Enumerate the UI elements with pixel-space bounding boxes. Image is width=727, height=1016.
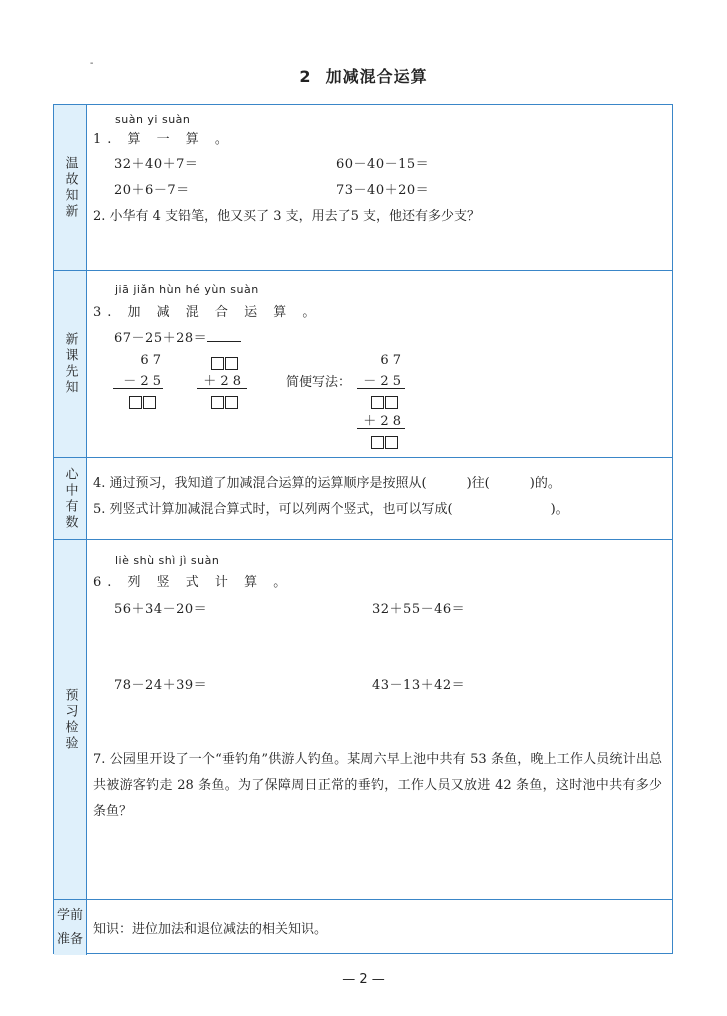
prep-text: 知识：进位加法和退位减法的相关知识。 bbox=[93, 922, 328, 937]
vertical-operand: － 2 5 bbox=[363, 374, 401, 389]
page-title bbox=[0, 64, 727, 87]
simple-label: 简便写法： bbox=[286, 375, 352, 390]
answer-box[interactable] bbox=[129, 396, 142, 409]
review-content bbox=[87, 105, 672, 270]
row-label-mind bbox=[54, 458, 87, 539]
row-label-check bbox=[54, 540, 87, 899]
equation: 43－13＋42＝ bbox=[372, 678, 466, 693]
answer-box[interactable] bbox=[371, 436, 384, 449]
label-text: 新课先知 bbox=[62, 332, 78, 396]
question-2: 2. 小华有 4 支铅笔，他又买了 3 支，用去了5 支，他还有多少支？ bbox=[93, 209, 481, 224]
vertical-line bbox=[197, 388, 247, 389]
equation: 20＋6－7＝ bbox=[114, 183, 190, 198]
vertical-line bbox=[113, 388, 163, 389]
vertical-top: 6 7 bbox=[140, 353, 161, 368]
answer-box[interactable] bbox=[385, 436, 398, 449]
answer-box[interactable] bbox=[143, 396, 156, 409]
corner-mark: - bbox=[90, 58, 94, 69]
row-prep bbox=[54, 900, 672, 955]
question-5-part: )。 bbox=[550, 502, 569, 517]
vertical-line bbox=[357, 388, 405, 389]
row-label-prep bbox=[54, 900, 87, 955]
answer-box[interactable] bbox=[211, 357, 224, 370]
label-text: 学前准备 bbox=[57, 907, 84, 947]
row-mind bbox=[54, 458, 672, 540]
page-number: — 2 — bbox=[342, 972, 385, 987]
vertical-top: 6 7 bbox=[380, 353, 401, 368]
label-text: 心中有数 bbox=[62, 466, 78, 531]
equation: 32＋40＋7＝ bbox=[114, 157, 199, 172]
answer-boxes bbox=[371, 432, 399, 451]
worksheet-table bbox=[53, 104, 673, 954]
label-text: 预习检验 bbox=[62, 687, 78, 752]
mind-content bbox=[87, 458, 672, 539]
equation: 60－40－15＝ bbox=[336, 157, 430, 172]
question-6-title: 6. 列 竖 式 计 算 。 bbox=[93, 575, 293, 590]
question-4-part: )往( bbox=[466, 476, 490, 491]
question-4 bbox=[93, 472, 561, 491]
vertical-line bbox=[357, 428, 405, 429]
pinyin: suàn yi suàn bbox=[115, 113, 191, 126]
check-content bbox=[87, 540, 672, 899]
equation: 56＋34－20＝ bbox=[114, 602, 208, 617]
answer-box[interactable] bbox=[211, 396, 224, 409]
expression-text: 67－25＋28＝ bbox=[114, 331, 208, 346]
prep-content bbox=[87, 900, 672, 955]
expression bbox=[114, 327, 241, 346]
row-label-new-lesson bbox=[54, 271, 87, 457]
question-7: 7. 公园里开设了一个“垂钓角”供游人钓鱼。某周六早上池中共有 53 条鱼，晚上工作人员统计出总共被游客钓走 28 条鱼。为了保障周日正常的垂钓，工作人员又放进 42 条鱼，这时池中共有多少条鱼？ bbox=[93, 752, 662, 819]
answer-box[interactable] bbox=[385, 396, 398, 409]
pinyin: liè shù shì jì suàn bbox=[115, 554, 220, 567]
answer-boxes bbox=[211, 392, 239, 411]
question-1-title: 1. 算 一 算 。 bbox=[93, 132, 234, 147]
label-text: 温故知新 bbox=[62, 155, 78, 220]
equation: 78－24＋39＝ bbox=[114, 678, 208, 693]
answer-boxes bbox=[129, 392, 157, 411]
answer-boxes bbox=[371, 392, 399, 411]
vertical-operand: ＋ 2 8 bbox=[203, 374, 241, 389]
answer-box[interactable] bbox=[225, 396, 238, 409]
question-4-part: 4. 通过预习，我知道了加减混合运算的运算顺序是按照从( bbox=[93, 476, 427, 491]
answer-box[interactable] bbox=[371, 396, 384, 409]
answer-blank[interactable] bbox=[207, 329, 241, 342]
question-4-part: )的。 bbox=[529, 476, 561, 491]
question-3-title: 3. 加 减 混 合 运 算 。 bbox=[93, 305, 322, 320]
row-review bbox=[54, 105, 672, 271]
row-label-review bbox=[54, 105, 87, 270]
question-5 bbox=[93, 498, 569, 517]
equation: 73－40＋20＝ bbox=[336, 183, 430, 198]
section-title: 加减混合运算 bbox=[325, 67, 428, 86]
section-number: 2 bbox=[299, 67, 312, 86]
answer-box[interactable] bbox=[225, 357, 238, 370]
question-5-part: 5. 列竖式计算加减混合算式时，可以列两个竖式，也可以写成( bbox=[93, 502, 453, 517]
row-new-lesson bbox=[54, 271, 672, 458]
vertical-operand: － 2 5 bbox=[123, 374, 161, 389]
new-lesson-content bbox=[87, 271, 672, 457]
row-check bbox=[54, 540, 672, 900]
pinyin: jiā jiǎn hùn hé yùn suàn bbox=[115, 283, 259, 296]
vertical-operand: ＋ 2 8 bbox=[363, 414, 401, 429]
equation: 32＋55－46＝ bbox=[372, 602, 466, 617]
